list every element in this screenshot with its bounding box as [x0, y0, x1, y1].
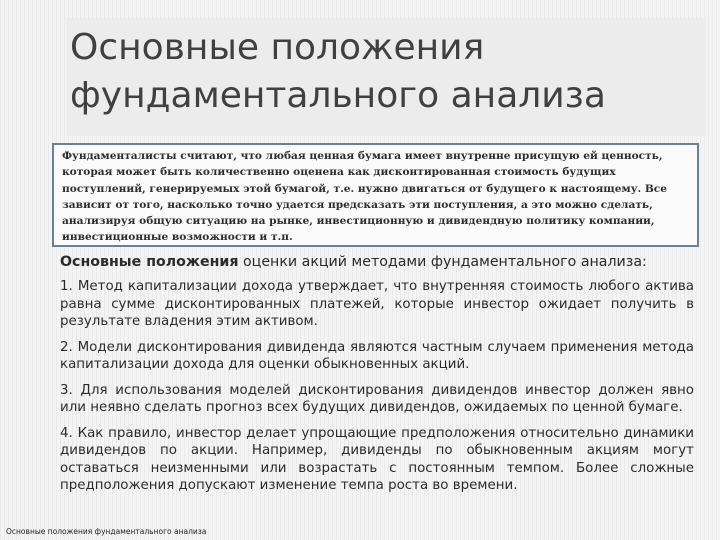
list-item [60, 278, 694, 331]
item-text: Модели дисконтирования дивиденда являются частным случаем применения метода капитализации дохода для оценки обыкновенных акций. [60, 339, 694, 372]
item-number: 2. [60, 339, 73, 355]
list-item [60, 339, 694, 374]
item-number: 4. [60, 425, 73, 441]
quote-text: Фундаменталисты считают, что любая ценная бумага имеет внутренне присущую ей ценность, которая может быть количественно оценена как дисконтированная стоимость будущих поступлений, генерируемых этой бумагой, т.е. нужно двигаться от будущего к настоящему. Все зависит от того, насколько точно удается предсказать эти поступления, а это можно сделать, анализируя общую ситуацию на рынке, инвестиционную и дивидендную политику компании, инвестиционные возможности и т.п. [62, 150, 667, 244]
item-number: 1. [60, 279, 73, 294]
lead-rest: оценки акций методами фундаментального анализа: [238, 254, 647, 270]
item-text: Для использования моделей дисконтирования дивидендов инвестор должен явно или неявно сделать прогноз всех будущих дивидендов, ожидаемых по ценной бумаге. [60, 382, 694, 415]
slide-footer: Основные положения фундаментального анализа [6, 527, 207, 536]
list-item [60, 425, 694, 495]
slide-title [70, 24, 690, 120]
main-content [58, 252, 694, 503]
slide-title-line-2: фундаментального анализа [70, 75, 606, 116]
item-number: 3. [60, 382, 73, 398]
item-text: Метод капитализации дохода утверждает, что внутренняя стоимость любого актива равна сумме дисконтированных платежей, которые инвестор ожидает получить в результате владения этим активом. [60, 279, 694, 329]
slide-title-line-1: Основные положения [70, 27, 485, 68]
list-item [60, 382, 694, 417]
lead-bold: Основные положения [60, 254, 239, 270]
quote-box [52, 143, 699, 247]
item-text: Как правило, инвестор делает упрощающие предположения относительно динамики дивидендов по акции. Например, дивиденды по обыкновенным акциям могут оставаться неизменными или возрастать с постоянным темпом. Более сложные предположения допускают изменение темпа роста во времени. [60, 425, 694, 493]
lead-paragraph [60, 252, 694, 272]
